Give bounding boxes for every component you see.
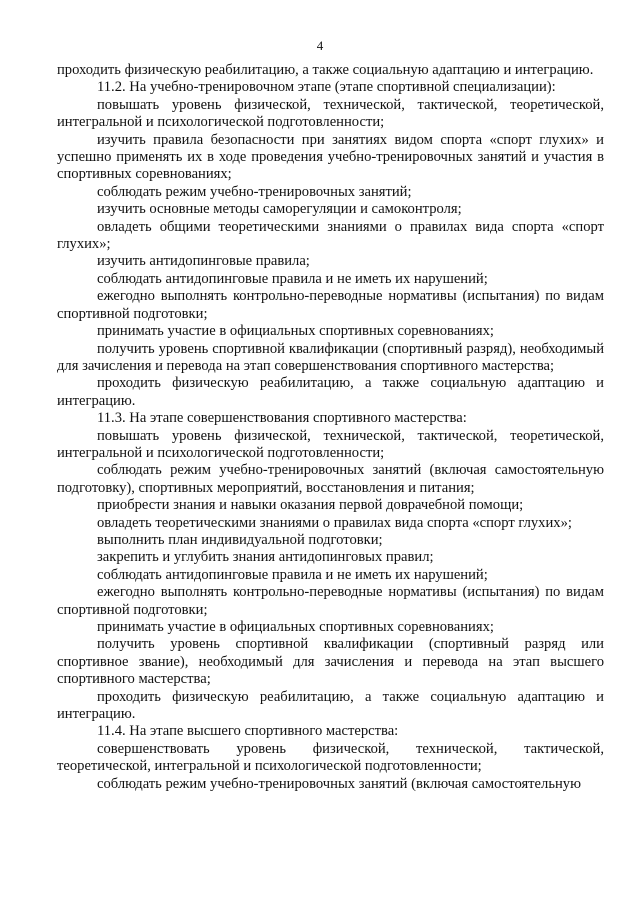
- list-item: выполнить план индивидуальной подготовки;: [97, 531, 383, 548]
- list-item: проходить физическую реабилитацию, а также социальную адаптацию и интеграцию.: [57, 62, 594, 78]
- list-item: приобрести знания и навыки оказания первой доврачебной помощи;: [97, 497, 524, 514]
- list-item: закрепить и углубить знания антидопинговых правил;: [97, 549, 434, 566]
- list-item: соблюдать режим учебно-тренировочных занятий (включая самостоятельную: [97, 775, 581, 792]
- list-item: соблюдать режим учебно-тренировочных занятий;: [97, 183, 412, 200]
- list-item: овладеть теоретическими знаниями о правилах вида спорта «спорт глухих»;: [97, 514, 572, 531]
- list-item: овладеть общими теоретическими знаниями о правилах вида спорта «спорт глухих»;: [57, 218, 604, 253]
- section-heading: 11.4. На этапе высшего спортивного мастерства:: [97, 723, 399, 740]
- list-item: совершенствовать уровень физической, технической, тактической, теоретической, интегральной и психологической подготовленности;: [57, 740, 604, 775]
- list-item: получить уровень спортивной квалификации (спортивный разряд), необходимый для зачисления и перевода на этап совершенствования спортивного мастерства;: [57, 340, 604, 374]
- list-item: ежегодно выполнять контрольно-переводные нормативы (испытания) по видам спортивной подготовки;: [57, 288, 604, 322]
- list-item: изучить правила безопасности при занятиях видом спорта «спорт глухих» и успешно применять их в ходе проведения учебно-тренировочных занятий и участия в спортивных соревнованиях;: [57, 131, 604, 183]
- document-body: [57, 62, 604, 793]
- list-item: проходить физическую реабилитацию, а также социальную адаптацию и интеграцию.: [57, 375, 604, 409]
- list-item: соблюдать антидопинговые правила и не иметь их нарушений;: [97, 270, 488, 287]
- list-item: изучить антидопинговые правила;: [97, 253, 310, 270]
- list-item: соблюдать антидопинговые правила и не иметь их нарушений;: [97, 566, 488, 583]
- list-item: соблюдать режим учебно-тренировочных занятий (включая самостоятельную подготовку), спортивных мероприятий, восстановления и питания;: [57, 462, 604, 496]
- list-item: ежегодно выполнять контрольно-переводные нормативы (испытания) по видам спортивной подготовки;: [57, 584, 604, 618]
- section-heading: 11.3. На этапе совершенствования спортивного мастерства:: [97, 410, 467, 427]
- list-item: принимать участие в официальных спортивных соревнованиях;: [97, 619, 494, 635]
- section-heading: 11.2. На учебно-тренировочном этапе (этапе спортивной специализации):: [97, 79, 556, 96]
- list-item: проходить физическую реабилитацию, а также социальную адаптацию и интеграцию.: [57, 688, 604, 723]
- list-item: повышать уровень физической, технической, тактической, теоретической, интегральной и психологической подготовленности;: [57, 96, 604, 131]
- list-item: получить уровень спортивной квалификации (спортивный разряд или спортивное звание), необходимый для зачисления и перевода на этап высшего спортивного мастерства;: [57, 636, 604, 688]
- list-item: повышать уровень физической, технической, тактической, теоретической, интегральной и психологической подготовленности;: [57, 427, 604, 461]
- page-number: 4: [316, 38, 324, 53]
- list-item: принимать участие в официальных спортивных соревнованиях;: [97, 323, 494, 340]
- list-item: изучить основные методы саморегуляции и самоконтроля;: [97, 201, 462, 218]
